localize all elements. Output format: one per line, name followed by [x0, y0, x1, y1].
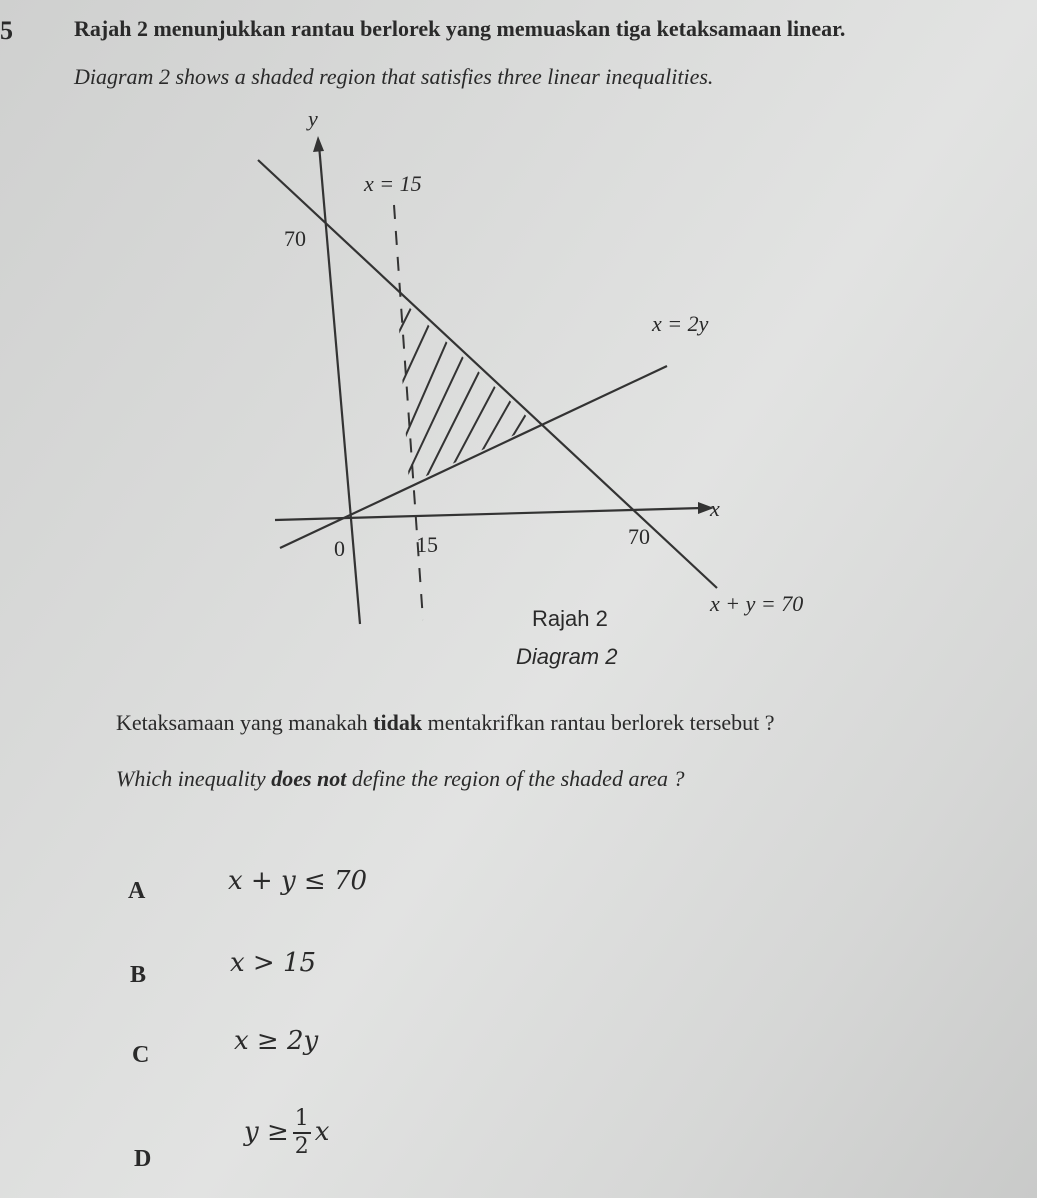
prompt-english-emphasis: does not: [271, 766, 347, 791]
line-x-equals-15-label: x = 15: [364, 171, 422, 196]
shaded-region: [375, 280, 585, 490]
diagram-caption-malay: Rajah 2: [532, 606, 608, 631]
y-axis-label: y: [308, 106, 318, 131]
x15-tick-label: 15: [416, 532, 438, 557]
option-d-letter[interactable]: D: [134, 1146, 152, 1172]
x-axis-label: x: [710, 496, 720, 521]
y-axis-arrow: [313, 136, 324, 152]
y-intercept-label: 70: [284, 226, 306, 251]
option-d-text[interactable]: y ≥ $\frac{1}{2}$ x: [244, 1106, 330, 1159]
prompt-malay: Ketaksamaan yang manakah tidak mentakrifkan rantau berlorek tersebut ?: [116, 710, 775, 735]
question-number: 5: [0, 16, 13, 45]
option-c-text[interactable]: x ≥ 2y: [234, 1026, 319, 1056]
option-c-letter[interactable]: C: [132, 1042, 150, 1068]
line-x-equals-15: [394, 205, 423, 620]
line-x-equals-2y: [280, 366, 667, 548]
prompt-malay-emphasis: tidak: [373, 710, 423, 735]
prompt-english: Which inequality does not define the region of the shaded area ?: [116, 766, 685, 791]
question-stem-english: Diagram 2 shows a shaded region that satisfies three linear inequalities.: [74, 64, 714, 89]
option-b-letter[interactable]: B: [130, 962, 147, 988]
fraction-one-half: $\frac{1}{2}$: [294, 1106, 309, 1159]
origin-label: 0: [334, 536, 345, 561]
option-a-letter[interactable]: A: [128, 878, 146, 904]
question-stem-malay: Rajah 2 menunjukkan rantau berlorek yang memuaskan tiga ketaksamaan linear.: [74, 16, 846, 41]
option-a-text[interactable]: x + y ≤ 70: [228, 866, 368, 896]
diagram-caption-english: Diagram 2: [516, 644, 618, 669]
line-x-equals-2y-label: x = 2y: [652, 311, 709, 336]
x-intercept-label: 70: [628, 524, 650, 549]
line-x-plus-y-equals-70-label: x + y = 70: [710, 591, 804, 616]
option-b-text[interactable]: x > 15: [230, 948, 317, 978]
